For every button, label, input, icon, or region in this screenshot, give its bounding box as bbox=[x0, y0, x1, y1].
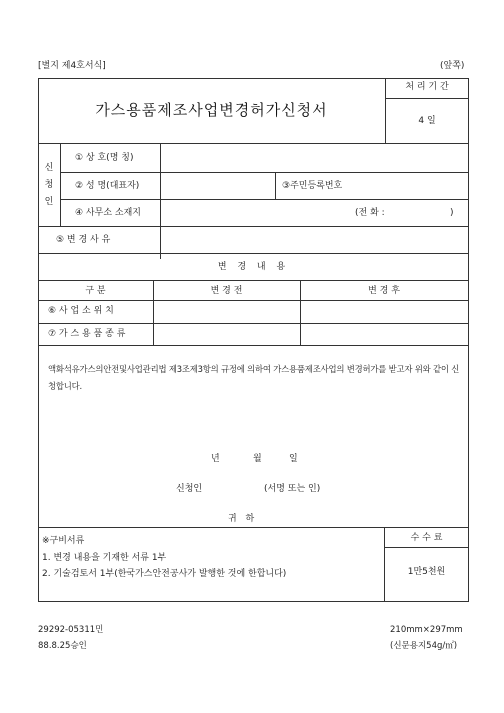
form-label: [별지 제4호서식] bbox=[38, 61, 106, 71]
required-document-item: 1. 변경 내용을 기재한 서류 1부 bbox=[42, 553, 167, 563]
processing-period-value: 4 일 bbox=[418, 116, 436, 126]
date-month: 월 bbox=[253, 454, 262, 464]
required-documents-header: ※구비서류 bbox=[42, 536, 85, 546]
trade-name-label: ① 상 호(명 칭) bbox=[75, 153, 134, 163]
form-number: 29292-05311민 bbox=[38, 625, 104, 635]
side-label: (앞쪽) bbox=[440, 61, 465, 71]
paper-type: (신문용지54g/㎡) bbox=[390, 641, 458, 651]
form-title: 가스용품제조사업변경허가신청서 bbox=[95, 101, 328, 119]
business-location-after-field[interactable] bbox=[302, 302, 467, 322]
trade-name-field[interactable] bbox=[162, 145, 467, 171]
resident-number-field[interactable] bbox=[360, 174, 467, 198]
applicant-group-label bbox=[38, 143, 60, 226]
signature-label: 신청인 bbox=[176, 484, 203, 494]
applicant-char: 인 bbox=[44, 197, 54, 207]
application-statement: 액화석유가스의안전및사업관리법 제3조제3항의 규정에 의하여 가스용품제조사업의 변경허가를 받고자 위와 같이 신청합니다. bbox=[48, 364, 460, 391]
row-gas-appliance-type-label: ⑦ 가 스 용 품 종 류 bbox=[48, 329, 126, 339]
date-year: 년 bbox=[211, 454, 220, 464]
column-before: 변 경 전 bbox=[210, 286, 243, 296]
phone-field[interactable] bbox=[395, 201, 445, 225]
office-address-field[interactable] bbox=[162, 201, 352, 225]
name-label: ② 성 명(대표자) bbox=[75, 181, 140, 191]
phone-close: ) bbox=[450, 208, 454, 218]
gas-appliance-type-before-field[interactable] bbox=[155, 325, 298, 344]
gas-appliance-type-after-field[interactable] bbox=[302, 325, 467, 344]
applicant-char: 신 bbox=[44, 163, 54, 173]
row-business-location-label: ⑥ 사 업 소 위 치 bbox=[48, 306, 114, 316]
change-reason-label: ⑤ 변 경 사 유 bbox=[56, 235, 111, 245]
required-document-item: 2. 기술검토서 1부(한국가스안전공사가 발행한 것에 한합니다) bbox=[42, 569, 287, 579]
signature-note: (서명 또는 인) bbox=[264, 484, 321, 494]
approval-date: 88.8.25승인 bbox=[38, 641, 87, 651]
column-after: 변 경 후 bbox=[368, 286, 400, 296]
application-date bbox=[38, 455, 469, 467]
change-reason-field[interactable] bbox=[162, 228, 467, 252]
paper-size: 210mm×297mm bbox=[390, 625, 463, 635]
business-location-before-field[interactable] bbox=[155, 302, 298, 322]
phone-label: (전 화 : bbox=[355, 208, 385, 218]
fee-value: 1만5천원 bbox=[407, 567, 446, 577]
date-day: 일 bbox=[289, 454, 298, 464]
signature-field[interactable] bbox=[210, 480, 260, 496]
column-category: 구 분 bbox=[85, 286, 106, 296]
change-details-header: 변 경 내 용 bbox=[217, 262, 290, 272]
office-address-label: ④ 사무소 소재지 bbox=[75, 208, 141, 218]
applicant-char: 청 bbox=[44, 180, 54, 190]
fee-label: 수 수 료 bbox=[410, 533, 443, 543]
processing-period-label: 처 리 기 간 bbox=[405, 82, 449, 92]
name-field[interactable] bbox=[162, 174, 274, 198]
resident-number-label: ③주민등록번호 bbox=[282, 181, 343, 191]
recipient: 귀 하 bbox=[228, 514, 258, 524]
